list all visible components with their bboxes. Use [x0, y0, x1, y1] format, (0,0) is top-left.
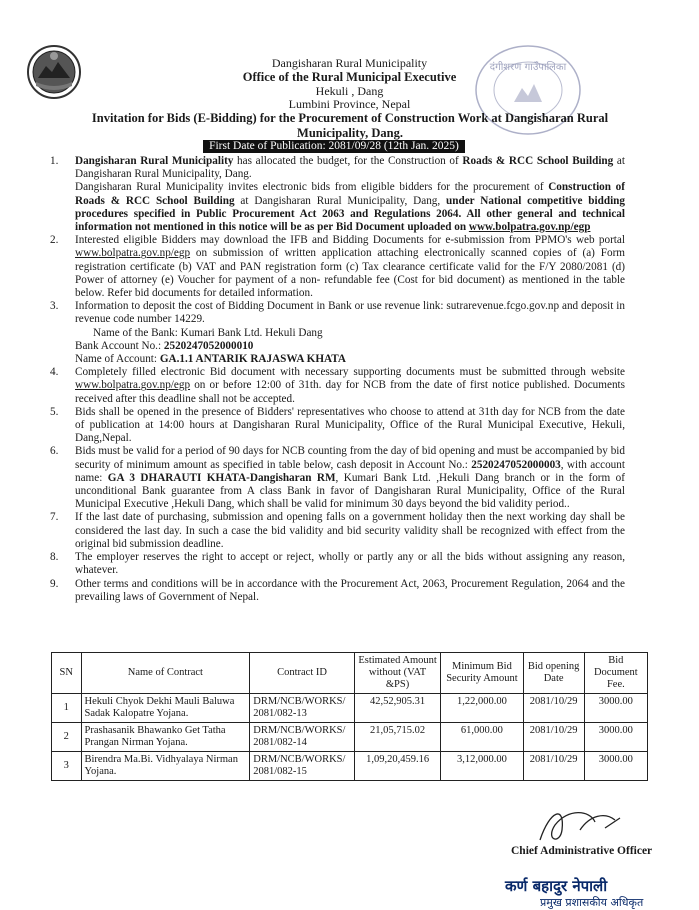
bolpatra-link[interactable]: www.bolpatra.gov.np/egp: [75, 247, 191, 260]
bolpatra-link[interactable]: www.bolpatra.gov.np/egp: [75, 379, 191, 392]
bank-account-no: 2520247052000010: [163, 339, 254, 352]
officer-name-stamp: कर्ण बहादुर नेपाली: [505, 877, 608, 895]
publication-date: First Date of Publication: 2081/09/28 (12th Jan. 2025): [203, 140, 465, 153]
contracts-table: [51, 652, 648, 781]
municipality-name: Dangisharan Rural Municipality: [271, 56, 428, 70]
clause-7: 7. If the last date of purchasing, submission and opening falls on a government holiday then the next working day shall be considered the last day. In such a case the bid validity and bid security validity shall be recognized with effect from the original bid submission deadline.: [50, 511, 625, 550]
clause-5: 5. Bids shall be opened in the presence of Bidders' representatives who choose to attend at 31th day for NCB from the date of publication at 14:00 hours at Dangisharan Rural Municipality, Office of the Rural Municipal Executive, Hekuli, Dang,Nepal.: [50, 405, 625, 445]
office-name: Office of the Rural Municipal Executive: [242, 70, 457, 84]
col-header: Bid Document Fee.: [584, 653, 647, 694]
handwritten-signature: [520, 800, 640, 850]
clause-6: 6. Bids must be valid for a period of 90 days for NCB counting from the day of bid opening and must be accompanied by bid security of minimum amount as specified in table below, cash deposit in Account No.: 2520247052000003, with account name: GA 3 DHARAUTI KHATA-Dangisharan RM, Kumari Bank Ltd. ,Hekuli Dang branch or in the form of unconditional Bank guarantee from A class Bank in favor of Dangisharan Rural Municipality, Office of the Rural Municipal Executive ,Hekuli Dang, which shall be valid for minimum 30 days beyond the bid validity period..: [50, 445, 625, 511]
col-header: SN: [52, 653, 82, 694]
col-header: Name of Contract: [81, 653, 250, 694]
col-header: Minimum Bid Security Amount: [441, 653, 523, 694]
col-header: Contract ID: [250, 653, 355, 694]
col-header: Bid opening Date: [523, 653, 584, 694]
bolpatra-link[interactable]: www.bolpatra.gov.np/egp: [468, 221, 591, 234]
address-line-1: Hekuli , Dang: [315, 84, 384, 98]
clause-9: 9. Other terms and conditions will be in accordance with the Procurement Act, 2063, Procurement Regulation, 2064 and the prevailing laws of Government of Nepal.: [50, 577, 625, 603]
address-line-2: Lumbini Province, Nepal: [288, 97, 411, 111]
table-header-row: [52, 653, 648, 694]
clause-2: 2. Interested eligible Bidders may download the IFB and Bidding Documents for e-submission from PPMO's web portal www.bolpatra.gov.np/egp on submission of written application attaching electronically scanned copies of (a) Form registration certificate (b) VAT and PAN registration form (c) Tax clearance certificate valid for the F/Y 2080/2081 (d) Power of attorney (e) Voucher for payment of a non- refundable fee (Cost for bid document) as mentioned in the table below. Refer bid documents for detailed information.: [50, 234, 625, 300]
svg-text:दंगीशरण गाउँपालिका: दंगीशरण गाउँपालिका: [489, 62, 567, 73]
notice-title: Invitation for Bids (E-Bidding) for the Procurement of Construction Work at Dangisharan Rural Municipality, Dang.: [91, 111, 609, 140]
signatory-title: Chief Administrative Officer: [511, 845, 653, 857]
clause-8: 8. The employer reserves the right to accept or reject, wholly or partly any or all the bids without assigning any reason, whatever.: [50, 551, 625, 577]
officer-role-stamp: प्रमुख प्रशासकीय अधिकृत: [540, 896, 644, 909]
table-row: 2 Prashasanik Bhawanko Get Tatha Prangan Nirman Yojana. DRM/NCB/WORKS/ 2081/082-14 21,05,715.02 61,000.00 2081/10/29 3000.00: [52, 723, 648, 752]
clause-4: 4. Completely filled electronic Bid document with necessary supporting documents must be submitted through website www.bolpatra.gov.np/egp on or before 12:00 of 31th. day for NCB from the date of first notice published. Documents received after this deadline shall not be accepted.: [50, 366, 625, 405]
clause-3: 3. Information to deposit the cost of Bidding Document in Bank or use revenue link: sutrarevenue.fcgo.gov.np and deposit in revenue code number 14229. Name of the Bank: Kumari Bank Ltd. Hekuli Dang Bank Account No.: 2520247052000010 Name of Account: GA.1.1 ANTARIK RAJASWA KHATA: [50, 300, 625, 366]
col-header: Estimated Amount without (VAT &PS): [354, 653, 440, 694]
table-row: 3 Birendra Ma.Bi. Vidhyalaya Nirman Yojana. DRM/NCB/WORKS/ 2081/082-15 1,09,20,459.16 3,12,000.00 2081/10/29 3000.00: [52, 752, 648, 781]
account-name: GA.1.1 ANTARIK RAJASWA KHATA: [159, 353, 346, 366]
table-row: 1 Hekuli Chyok Dekhi Mauli Baluwa Sadak Kalopatre Yojana. DRM/NCB/WORKS/ 2081/082-13 42,52,905.31 1,22,000.00 2081/10/29 3000.00: [52, 694, 648, 723]
clause-1: 1. Dangisharan Rural Municipality has allocated the budget, for the Construction of Roads & RCC School Building at Dangisharan Rural Municipality, Dang. Dangisharan Rural Municipality invites electronic bids from eligible bidders for the procurement of Construction of Roads & RCC School Building at Dangisharan Rural Municipality, Dang, under National competitive bidding procedures specified in Public Procurement Act 2063 and Regulations 2064. All other general and technical information not mentioned in this notice will be as per Bid Document uploaded on www.bolpatra.gov.np/egp: [50, 155, 625, 234]
bank-name: Name of the Bank: Kumari Bank Ltd. Hekuli Dang: [93, 326, 323, 339]
notice-body: [50, 155, 625, 604]
